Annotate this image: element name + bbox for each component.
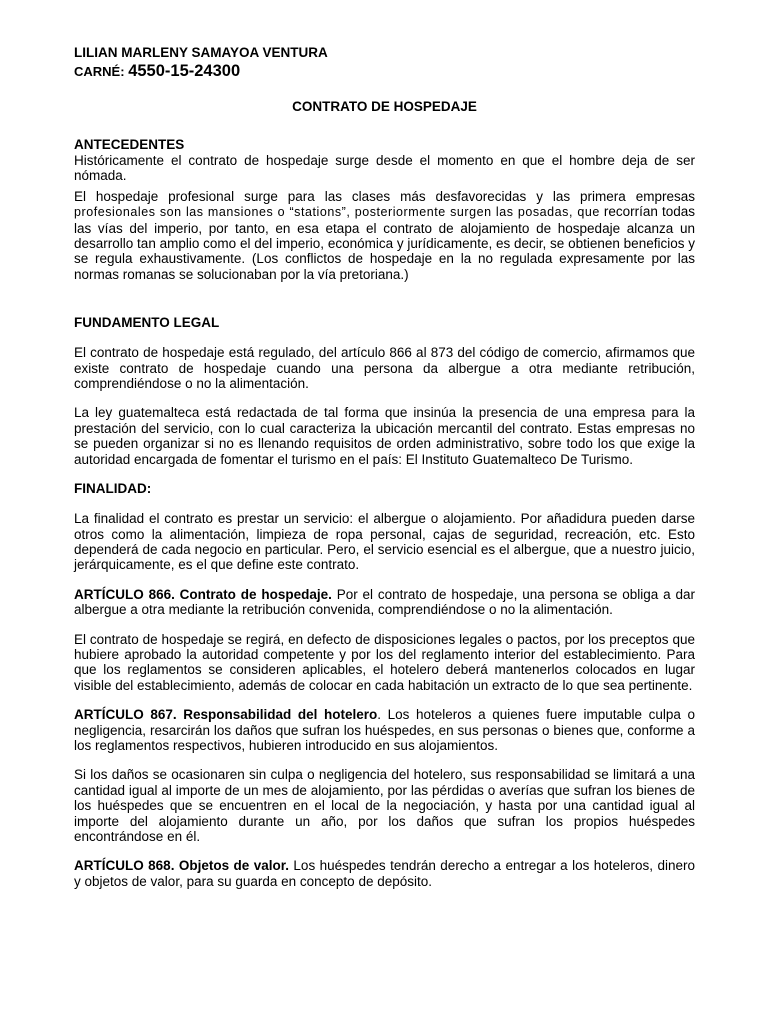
article-867-paragraph-2: Si los daños se ocasionaren sin culpa o negligencia del hotelero, sus responsabilidad se limitará a una cantidad igual al importe de un mes de alojamiento, por las pérdidas o averías que sufran los bienes de los huéspedes que se encuentren en el local de la negociación, y hasta por una cantidad igual al importe del alojamiento durante un año, por los daños que sufran los propios huéspedes encontrándose en él. (74, 767, 695, 844)
article-867-paragraph (74, 707, 695, 753)
antecedentes-heading: ANTECEDENTES (74, 137, 185, 152)
carne-number: 4550-15-24300 (128, 62, 241, 80)
antecedentes-p2-line-1: El hospedaje profesional surge para las clases más desfavorecidas y las primera empresas (74, 188, 695, 204)
antecedentes-paragraph-1: Históricamente el contrato de hospedaje surge desde el momento en que el hombre deja de ser nómada. (74, 153, 695, 184)
fundamento-paragraph-1: El contrato de hospedaje está regulado, del artículo 866 al 873 del código de comercio, afirmamos que existe contrato de hospedaje cuando una persona da albergue a otra mediante retribución, comprendiéndose o no la alimentación. (74, 345, 695, 392)
finalidad-paragraph: La finalidad el contrato es prestar un servicio: el albergue o alojamiento. Por añadidura pueden darse otros como la alimentación, limpieza de ropa personal, cajas de seguridad, recreación, etc. Esto dependerá de cada negocio en particular. Pero, el servicio esencial es el albergue, que a nuestro juicio, jerárquicamente, es el que define este contrato. (74, 511, 695, 573)
antecedentes-p2-line-2: profesionales son las mansiones o “stations”, posteriormente surgen las posadas, que (74, 205, 600, 220)
document-title: CONTRATO DE HOSPEDAJE (292, 99, 477, 114)
article-866-paragraph (74, 587, 695, 618)
article-868-heading: ARTÍCULO 868. Objetos de valor. (74, 858, 289, 874)
carne-label: CARNÉ: (74, 64, 125, 79)
article-866-text: Por el contrato de hospedaje, una persona se obliga a dar albergue a otra mediante la retribución convenida, comprendiéndose o no la alimentación. (74, 586, 695, 618)
article-868-text: Los huéspedes tendrán derecho a entregar a los hoteleros, dinero y objetos de valor, para su guarda en concepto de depósito. (74, 858, 695, 889)
antecedentes-p2-rest: recorrían todas las vías del imperio, por tanto, en esa etapa el contrato de alojamiento de hospedaje alcanza un desarrollo tan amplio como el del imperio, económica y jurídicamente, es decir, se obtienen beneficios y se regula exhaustivamente. (Los conflictos de hospedaje en la no regulada expresamente por las normas romanas se solucionaban por la vía pretoriana.) (74, 204, 695, 282)
article-866-paragraph-2: El contrato de hospedaje se regirá, en defecto de disposiciones legales o pactos, por los preceptos que hubiere aprobado la autoridad competente y por los del reglamento interior del establecimiento. Para que los reglamentos se consideren aplicables, el hotelero deberá mantenerlos colocados en lugar visible del establecimiento, además de colocar en cada habitación un extracto de lo que sea pertinente. (74, 631, 695, 693)
article-866-heading: ARTÍCULO 866. Contrato de hospedaje. (74, 586, 332, 602)
fundamento-heading: FUNDAMENTO LEGAL (74, 315, 220, 331)
fundamento-paragraph-2: La ley guatemalteca está redactada de tal forma que insinúa la presencia de una empresa para la prestación del servicio, con lo cual caracteriza la ubicación mercantil del contrato. Estas empresas no se pueden organizar si no es llenando requisitos de orden administrativo, sobre todo los que exige la autoridad encargada de fomentar el turismo en el país: El Instituto Guatemalteco De Turismo. (74, 405, 695, 467)
antecedentes-paragraph-2 (74, 189, 695, 282)
finalidad-heading: FINALIDAD: (74, 481, 152, 497)
author-name: LILIAN MARLENY SAMAYOA VENTURA (74, 45, 328, 60)
article-867-heading: ARTÍCULO 867. Responsabilidad del hotelero (74, 707, 378, 723)
article-868-paragraph (74, 858, 695, 889)
carne-line (74, 61, 695, 82)
article-867-text: . Los hoteleros a quienes fuere imputable culpa o negligencia, resarcirán los daños que sufran los huéspedes, en sus personas o bienes que, conforme a los reglamentos respectivos, hubieren introducido en sus alojamientos. (74, 707, 695, 753)
